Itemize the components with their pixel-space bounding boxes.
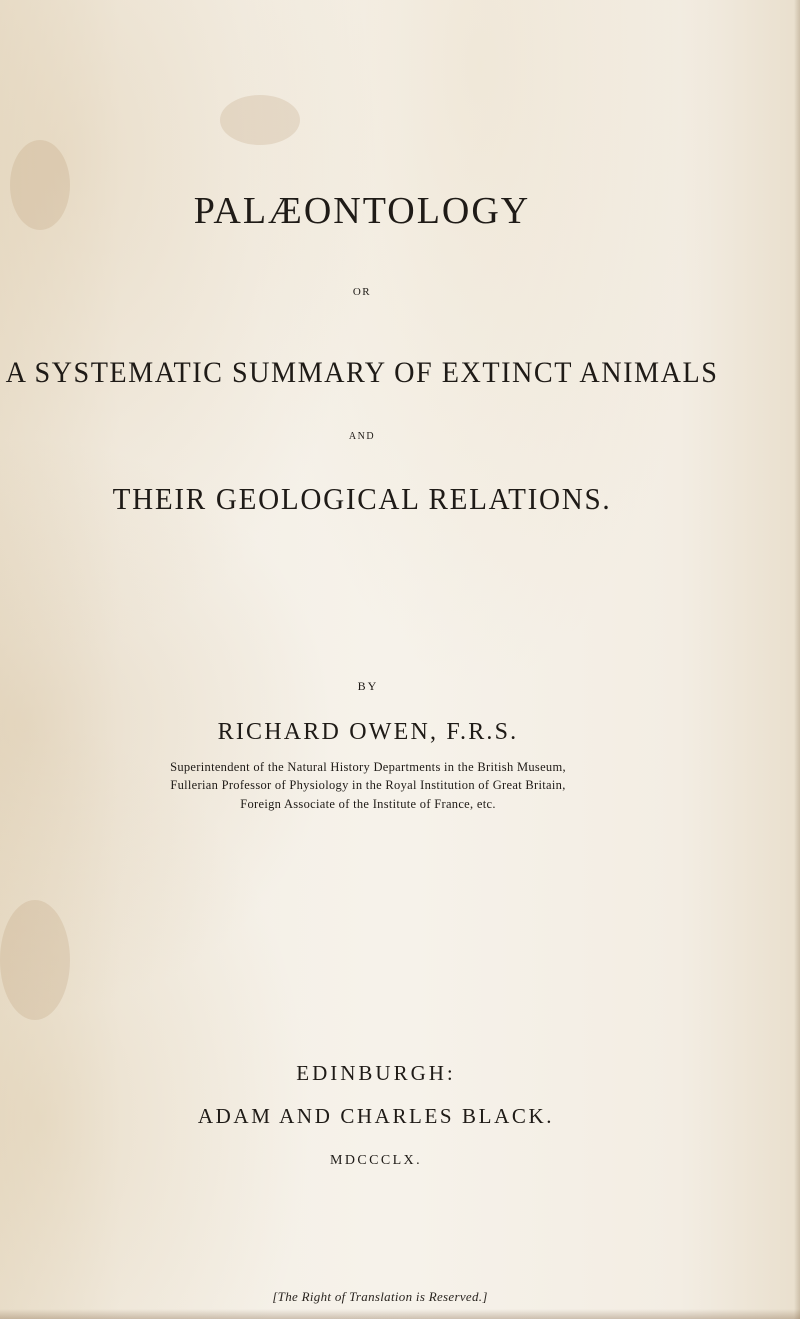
author-credential: Superintendent of the Natural History Departments in the British Museum, [170, 760, 566, 774]
foxing-spot [0, 900, 70, 1020]
subtitle-line-2: THEIR GEOLOGICAL RELATIONS. [112, 481, 612, 516]
subtitle-line-1: A SYSTEMATIC SUMMARY OF EXTINCT ANIMALS [5, 356, 719, 389]
page-bottom-edge [0, 1309, 800, 1319]
author-credential: Foreign Associate of the Institute of France, etc. [240, 797, 496, 811]
book-title: PALÆONTOLOGY [193, 190, 531, 232]
rights-notice: [The Right of Translation is Reserved.] [272, 1289, 488, 1304]
by-line: BY [357, 679, 379, 693]
imprint-city: EDINBURGH: [296, 1061, 456, 1085]
page-edge-shadow [794, 0, 800, 1319]
imprint-publisher: ADAM AND CHARLES BLACK. [197, 1104, 555, 1128]
connector-or: OR [352, 286, 372, 298]
connector-and: AND [348, 431, 376, 442]
author-name: RICHARD OWEN, F.R.S. [217, 719, 519, 745]
imprint-year: MDCCCLX. [330, 1153, 422, 1168]
author-credential: Fullerian Professor of Physiology in the Royal Institution of Great Britain, [170, 778, 566, 792]
foxing-spot [220, 95, 300, 145]
